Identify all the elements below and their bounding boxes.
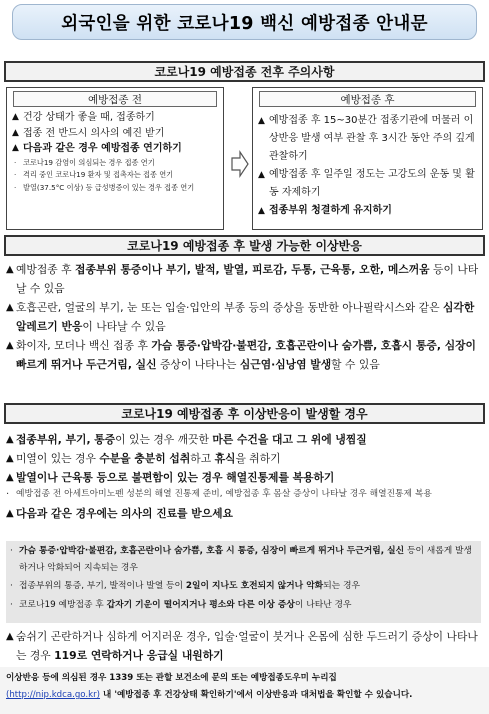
before-box-heading: 예방접종 전 bbox=[13, 91, 217, 107]
emergency-text bbox=[6, 627, 485, 665]
before-item: ▲ 건강 상태가 좋을 때, 접종하기 bbox=[12, 112, 155, 123]
advice-note: · 예방접종 전 아세트아미노펜 성분의 해열 진통제 준비, 예방접종 후 몸살 증상이 나타날 경우 해열진통제 복용 bbox=[6, 489, 432, 500]
footer-note: 이상반응 등에 의심된 경우 1339 또는 관할 보건소에 문의 또는 예방접종도우미 누리집 (http://nip.kdca.go.kr) 내 '예방접종 후 건강상태 확인하기'에서 이상반응과 대처법을 확인할 수 있습니다. bbox=[0, 667, 489, 714]
before-vaccination-box bbox=[6, 87, 224, 230]
condition-item: · 가슴 통증·압박감·불편감, 호흡곤란이나 숨가쁨, 호흡 시 통증, 심장이 빠르게 뛰거나 두근거림, 실신 등이 새롭게 발생하거나 악화되어 지속되는 경우 bbox=[10, 546, 473, 573]
after-item: ▲ 접종부위 청결하게 유지하기 bbox=[258, 205, 392, 216]
after-item: ▲ 예방접종 후 15~30분간 접종기관에 머물러 이상반응 발생 여부 관찰 후 3시간 동안 주의 깊게 관찰하기 bbox=[258, 115, 475, 162]
reaction-item: ▲ 호흡곤란, 얼굴의 부기, 눈 또는 입술·입안의 부종 등의 증상을 동반한 아나필락시스와 같은 심각한 알레르기 반응이 나타날 수 있음 bbox=[6, 301, 475, 333]
section-heading-precautions: 코로나19 예방접종 전후 주의사항 bbox=[4, 61, 485, 82]
condition-item: · 코로나19 예방접종 후 갑자기 기운이 떨어지거나 평소와 다른 이상 증상이 나타난 경우 bbox=[10, 600, 352, 610]
section-heading-reactions: 코로나19 예방접종 후 발생 가능한 이상반응 bbox=[4, 235, 485, 256]
nip-website-link[interactable]: (http://nip.kdca.go.kr) bbox=[6, 690, 101, 700]
reactions-text bbox=[6, 260, 485, 374]
before-subitem: · 발열(37.5°C 이상) 등 급성병증이 있는 경우 접종 연기 bbox=[14, 182, 195, 192]
arrow-right-icon bbox=[231, 150, 249, 178]
reaction-item: ▲ 화이자, 모더나 백신 접종 후 가슴 통증·압박감·불편감, 호흡곤란이나 숨가쁨, 호흡시 통증, 심장이 빠르게 뛰거나 두근거림, 실신 증상이 나타나는 심근염·심낭염 발생할 수 있음 bbox=[6, 339, 476, 371]
advice-item: ▲ 다음과 같은 경우에는 의사의 진료를 받으세요 bbox=[6, 507, 233, 520]
advice-item: ▲ 접종부위, 부기, 통증이 있는 경우 깨끗한 마른 수건을 대고 그 위에 냉찜질 bbox=[6, 433, 367, 446]
before-item: ▲ 다음과 같은 경우 예방접종 연기하기 bbox=[12, 143, 182, 154]
before-item: ▲ 접종 전 반드시 의사의 예진 받기 bbox=[12, 127, 165, 139]
page-title: 외국인을 위한 코로나19 백신 예방접종 안내문 bbox=[61, 13, 428, 34]
after-vaccination-box bbox=[252, 87, 483, 230]
see-doctor-conditions bbox=[6, 541, 481, 623]
after-box-heading: 예방접종 후 bbox=[259, 91, 476, 107]
before-subitem: · 격리 중인 코로나19 환자 및 접촉자는 접종 연기 bbox=[14, 170, 174, 179]
emergency-item: ▲ 숨쉬기 곤란하거나 심하게 어지러운 경우, 입술·얼굴이 붓거나 온몸에 심한 두드러기 증상이 나타나는 경우 119로 연락하거나 응급실 내원하기 bbox=[6, 630, 478, 662]
advice-item: ▲ 발열이나 근육통 등으로 불편함이 있는 경우 해열진통제를 복용하기 bbox=[6, 471, 335, 484]
before-subitem: · 코로나19 감염이 의심되는 경우 접종 연기 bbox=[14, 157, 155, 167]
condition-item: · 접종부위의 통증, 부기, 발적이나 발열 등이 2일이 지나도 호전되지 않거나 악화되는 경우 bbox=[10, 581, 360, 591]
what-to-do-text bbox=[6, 430, 485, 523]
advice-item: ▲ 미열이 있는 경우 수분을 충분히 섭취하고 휴식을 취하기 bbox=[6, 452, 281, 465]
after-item: ▲ 예방접종 후 일주일 정도는 고강도의 운동 및 활동 자제하기 bbox=[258, 169, 475, 198]
section-heading-what-to-do: 코로나19 예방접종 후 이상반응이 발생할 경우 bbox=[4, 403, 485, 424]
title-banner bbox=[12, 4, 477, 40]
reaction-item: ▲ 예방접종 후 접종부위 통증이나 부기, 발적, 발열, 피로감, 두통, 근육통, 오한, 메스꺼움 등이 나타날 수 있음 bbox=[6, 263, 479, 295]
